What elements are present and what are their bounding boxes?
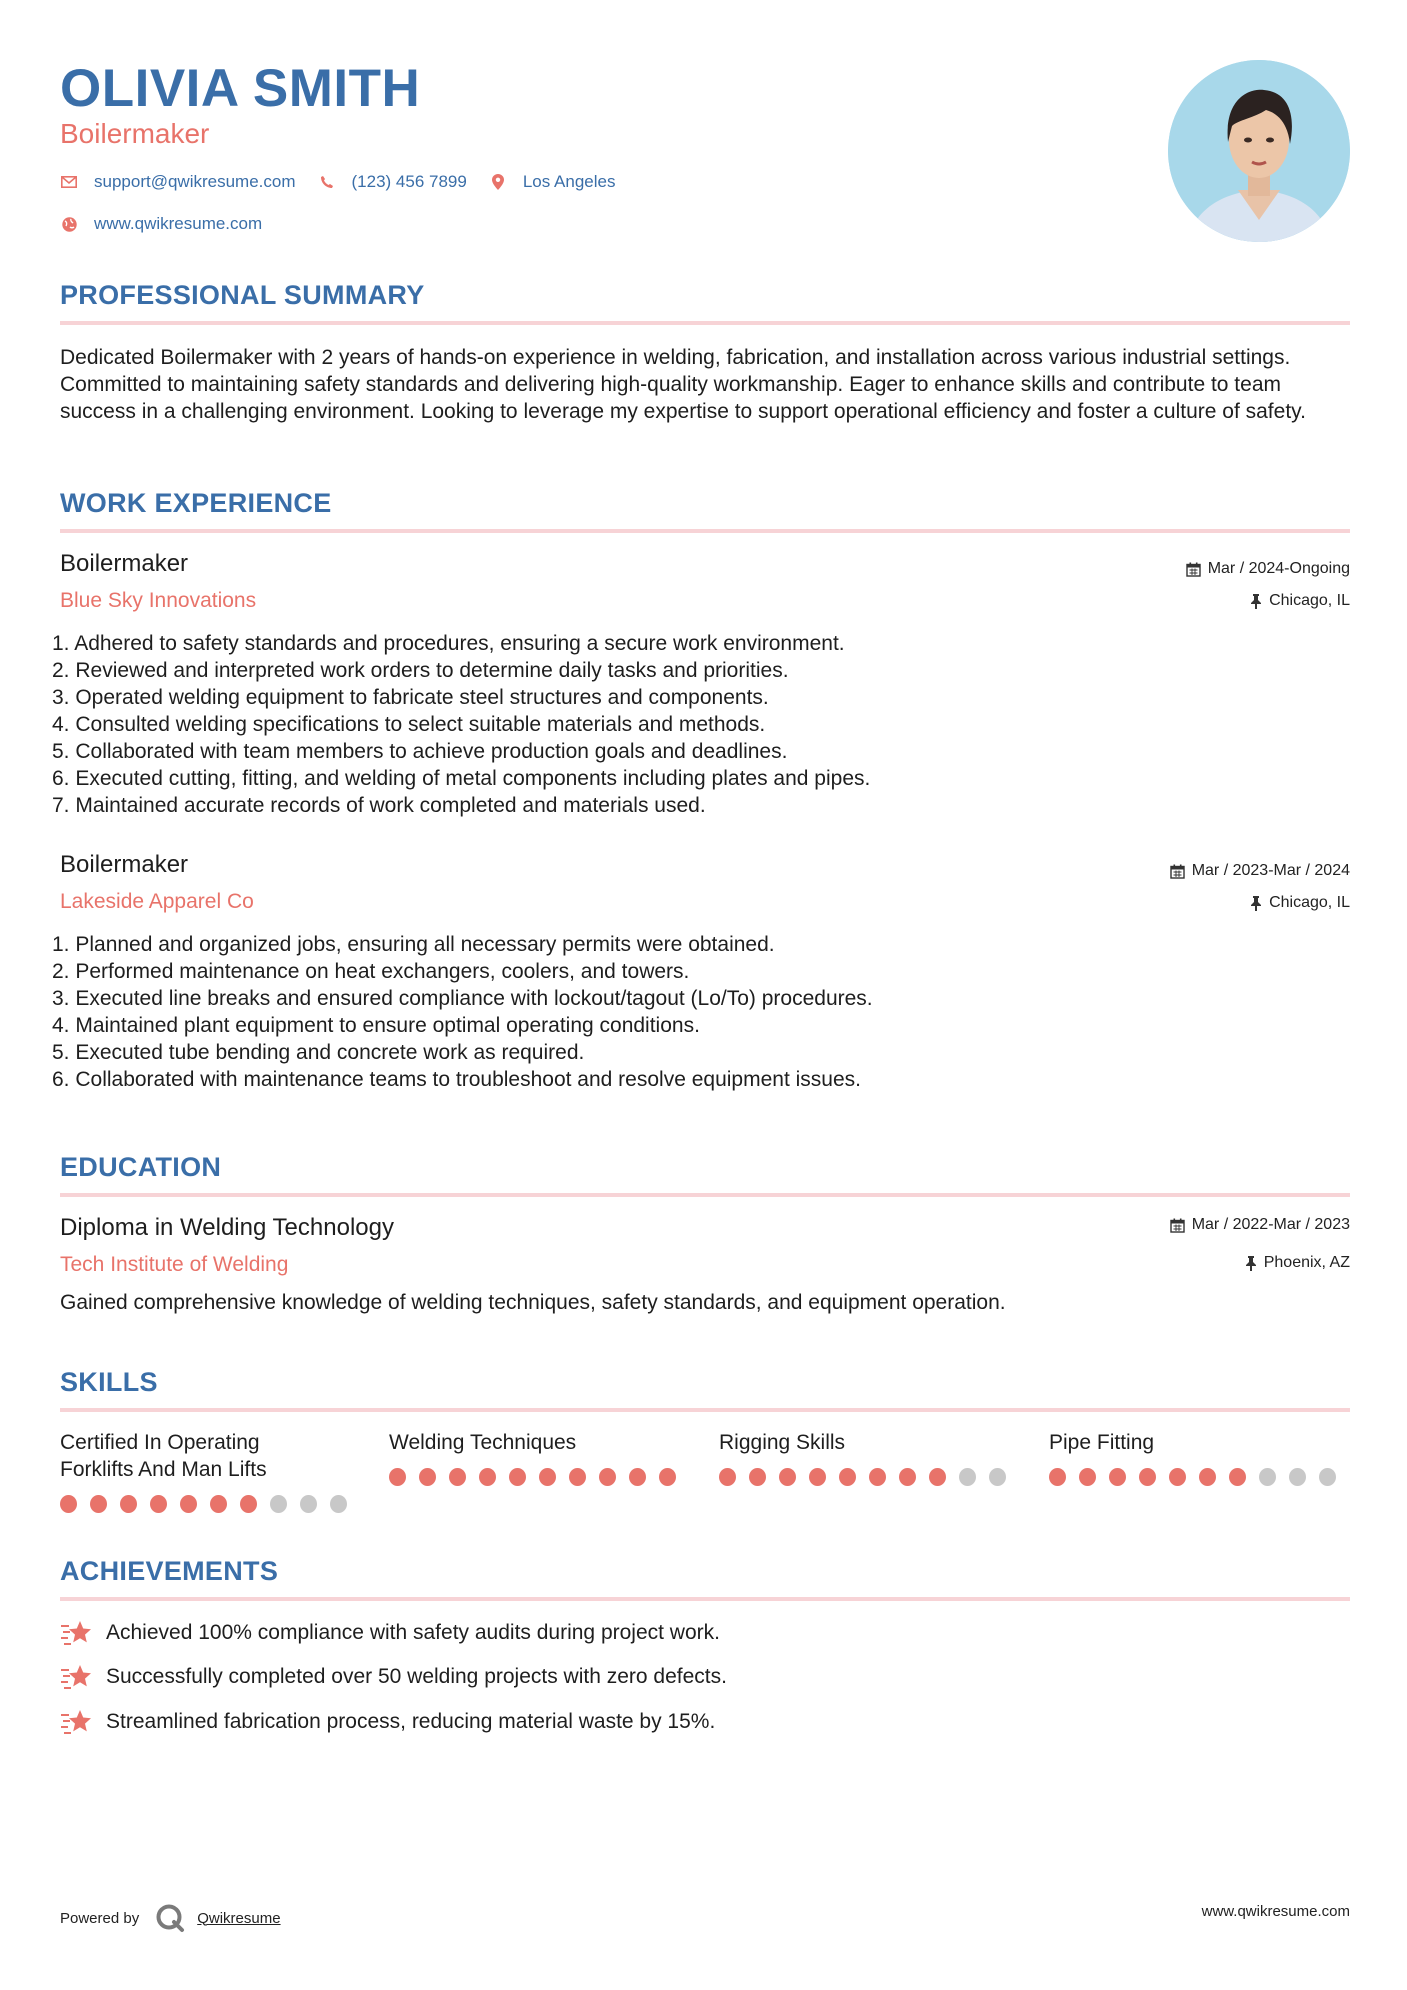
list-item: 3. Operated welding equipment to fabricate steel structures and components.: [52, 686, 769, 709]
skill-name: Rigging Skills: [719, 1431, 846, 1454]
rating-dot-filled: [839, 1468, 856, 1486]
candidate-name: OLIVIA SMITH: [60, 59, 421, 118]
list-item: 6. Collaborated with maintenance teams to troubleshoot and resolve equipment issues.: [52, 1068, 861, 1091]
section-divider: [60, 1193, 1350, 1197]
rating-dot-empty: [330, 1495, 347, 1513]
job-company: Blue Sky Innovations: [60, 589, 257, 612]
globe-icon: [60, 215, 78, 233]
list-item: 4. Maintained plant equipment to ensure optimal operating conditions.: [52, 1014, 700, 1037]
envelope-icon: [60, 173, 78, 191]
star-icon: [60, 1619, 92, 1647]
rating-dot-empty: [959, 1468, 976, 1486]
qwikresume-logo-icon: [155, 1903, 185, 1933]
job-location-text: Chicago, IL: [1269, 592, 1350, 609]
skill-item: [60, 1429, 360, 1513]
list-item: 2. Performed maintenance on heat exchangers, coolers, and towers.: [52, 960, 690, 983]
rating-dot-filled: [210, 1495, 227, 1513]
phone-icon: [318, 173, 336, 191]
skill-rating: [1049, 1468, 1349, 1486]
rating-dot-filled: [419, 1468, 436, 1486]
section-divider: [60, 529, 1350, 533]
job-dates-text: Mar / 2024-Ongoing: [1207, 560, 1350, 577]
star-icon: [60, 1663, 92, 1691]
powered-by-label: Powered by: [60, 1909, 140, 1927]
rating-dot-filled: [899, 1468, 916, 1486]
experience-heading: WORK EXPERIENCE: [60, 488, 332, 518]
location-text: Los Angeles: [522, 172, 616, 191]
rating-dot-empty: [300, 1495, 317, 1513]
rating-dot-filled: [749, 1468, 766, 1486]
job-dates: [1186, 560, 1350, 578]
list-item: 6. Executed cutting, fitting, and welding of metal components including plates and pipes.: [52, 767, 871, 790]
skill-name: Certified In Operating Forklifts And Man Lifts: [60, 1431, 267, 1481]
calendar-icon: [1170, 864, 1185, 879]
candidate-title: Boilermaker: [60, 118, 210, 149]
achievements-heading: ACHIEVEMENTS: [60, 1556, 279, 1586]
brand-link[interactable]: Qwikresume: [197, 1909, 281, 1927]
rating-dot-filled: [1049, 1468, 1066, 1486]
rating-dot-filled: [659, 1468, 676, 1486]
skill-item: [1049, 1429, 1349, 1486]
rating-dot-empty: [1319, 1468, 1336, 1486]
rating-dot-filled: [809, 1468, 826, 1486]
star-icon: [60, 1708, 92, 1736]
job-duties-list: [52, 931, 873, 1093]
rating-dot-filled: [629, 1468, 646, 1486]
pushpin-icon: [1245, 1256, 1257, 1271]
rating-dot-filled: [1199, 1468, 1216, 1486]
rating-dot-filled: [539, 1468, 556, 1486]
rating-dot-filled: [1139, 1468, 1156, 1486]
contact-row: [60, 172, 637, 192]
section-divider: [60, 1597, 1350, 1601]
rating-dot-filled: [779, 1468, 796, 1486]
footer-branding: [60, 1903, 281, 1933]
rating-dot-empty: [1259, 1468, 1276, 1486]
phone-number[interactable]: (123) 456 7899: [351, 172, 467, 191]
list-item: 4. Consulted welding specifications to select suitable materials and methods.: [52, 713, 766, 736]
rating-dot-filled: [180, 1495, 197, 1513]
achievement-text: Successfully completed over 50 welding projects with zero defects.: [106, 1665, 727, 1688]
achievement-item: [60, 1708, 715, 1736]
achievement-item: [60, 1619, 720, 1647]
job-location: [1250, 592, 1350, 610]
skills-heading: SKILLS: [60, 1367, 158, 1397]
pushpin-icon: [1250, 896, 1262, 911]
job-role: Boilermaker: [60, 550, 189, 577]
list-item: 1. Planned and organized jobs, ensuring all necessary permits were obtained.: [52, 933, 775, 956]
section-divider: [60, 1408, 1350, 1412]
section-divider: [60, 321, 1350, 325]
education-dates-text: Mar / 2022-Mar / 2023: [1191, 1216, 1350, 1233]
job-dates: [1170, 862, 1350, 880]
list-item: 3. Executed line breaks and ensured compliance with lockout/tagout (Lo/To) procedures.: [52, 987, 873, 1010]
rating-dot-empty: [989, 1468, 1006, 1486]
education-description: Gained comprehensive knowledge of welding techniques, safety standards, and equipment operation.: [60, 1291, 1006, 1314]
rating-dot-filled: [869, 1468, 886, 1486]
education-dates: [1170, 1216, 1350, 1234]
rating-dot-filled: [150, 1495, 167, 1513]
skill-name: Pipe Fitting: [1049, 1431, 1155, 1454]
job-location: [1250, 894, 1350, 912]
summary-heading: PROFESSIONAL SUMMARY: [60, 280, 425, 310]
rating-dot-filled: [479, 1468, 496, 1486]
skill-name: Welding Techniques: [389, 1431, 577, 1454]
skill-rating: [60, 1495, 360, 1513]
summary-text: Dedicated Boilermaker with 2 years of hands-on experience in welding, fabrication, and installation across various industrial settings. Committed to maintaining safety standards and delivering high-quality workmanship. Eager to enhance skills and contribute to team success in a challenging environment. Looking to leverage my expertise to support operational efficiency and foster a culture of safety.: [60, 346, 1306, 423]
rating-dot-filled: [1079, 1468, 1096, 1486]
list-item: 5. Collaborated with team members to achieve production goals and deadlines.: [52, 740, 788, 763]
job-role: Boilermaker: [60, 851, 189, 878]
degree-title: Diploma in Welding Technology: [60, 1214, 394, 1241]
rating-dot-filled: [389, 1468, 406, 1486]
school-name: Tech Institute of Welding: [60, 1253, 289, 1276]
rating-dot-filled: [90, 1495, 107, 1513]
education-location-text: Phoenix, AZ: [1263, 1254, 1350, 1271]
rating-dot-filled: [449, 1468, 466, 1486]
rating-dot-filled: [1169, 1468, 1186, 1486]
skill-item: [389, 1429, 689, 1486]
rating-dot-filled: [599, 1468, 616, 1486]
rating-dot-filled: [120, 1495, 137, 1513]
list-item: 2. Reviewed and interpreted work orders to determine daily tasks and priorities.: [52, 659, 789, 682]
map-pin-icon: [489, 173, 507, 191]
rating-dot-filled: [719, 1468, 736, 1486]
rating-dot-empty: [270, 1495, 287, 1513]
job-location-text: Chicago, IL: [1269, 894, 1350, 911]
rating-dot-filled: [240, 1495, 257, 1513]
achievement-item: [60, 1663, 727, 1691]
rating-dot-filled: [1229, 1468, 1246, 1486]
website-row: [60, 214, 284, 234]
rating-dot-filled: [1109, 1468, 1126, 1486]
rating-dot-filled: [60, 1495, 77, 1513]
skill-item: [719, 1429, 1019, 1486]
list-item: 7. Maintained accurate records of work completed and materials used.: [52, 794, 706, 817]
rating-dot-empty: [1289, 1468, 1306, 1486]
list-item: 1. Adhered to safety standards and procedures, ensuring a secure work environment.: [52, 632, 845, 655]
achievement-text: Streamlined fabrication process, reducing material waste by 15%.: [106, 1710, 716, 1733]
rating-dot-filled: [509, 1468, 526, 1486]
job-duties-list: [52, 630, 870, 819]
list-item: 5. Executed tube bending and concrete work as required.: [52, 1041, 585, 1064]
education-heading: EDUCATION: [60, 1152, 222, 1182]
email-link[interactable]: support@qwikresume.com: [94, 172, 296, 191]
education-location: [1245, 1254, 1350, 1272]
rating-dot-filled: [569, 1468, 586, 1486]
job-dates-text: Mar / 2023-Mar / 2024: [1191, 862, 1350, 879]
skill-rating: [719, 1468, 1019, 1486]
achievement-text: Achieved 100% compliance with safety audits during project work.: [106, 1621, 720, 1644]
calendar-icon: [1186, 562, 1201, 577]
calendar-icon: [1170, 1218, 1185, 1233]
profile-photo: [1168, 60, 1350, 242]
footer-website[interactable]: www.qwikresume.com: [1201, 1903, 1350, 1920]
skill-rating: [389, 1468, 689, 1486]
rating-dot-filled: [929, 1468, 946, 1486]
pushpin-icon: [1250, 594, 1262, 609]
website-link[interactable]: www.qwikresume.com: [94, 214, 263, 233]
job-company: Lakeside Apparel Co: [60, 890, 254, 913]
